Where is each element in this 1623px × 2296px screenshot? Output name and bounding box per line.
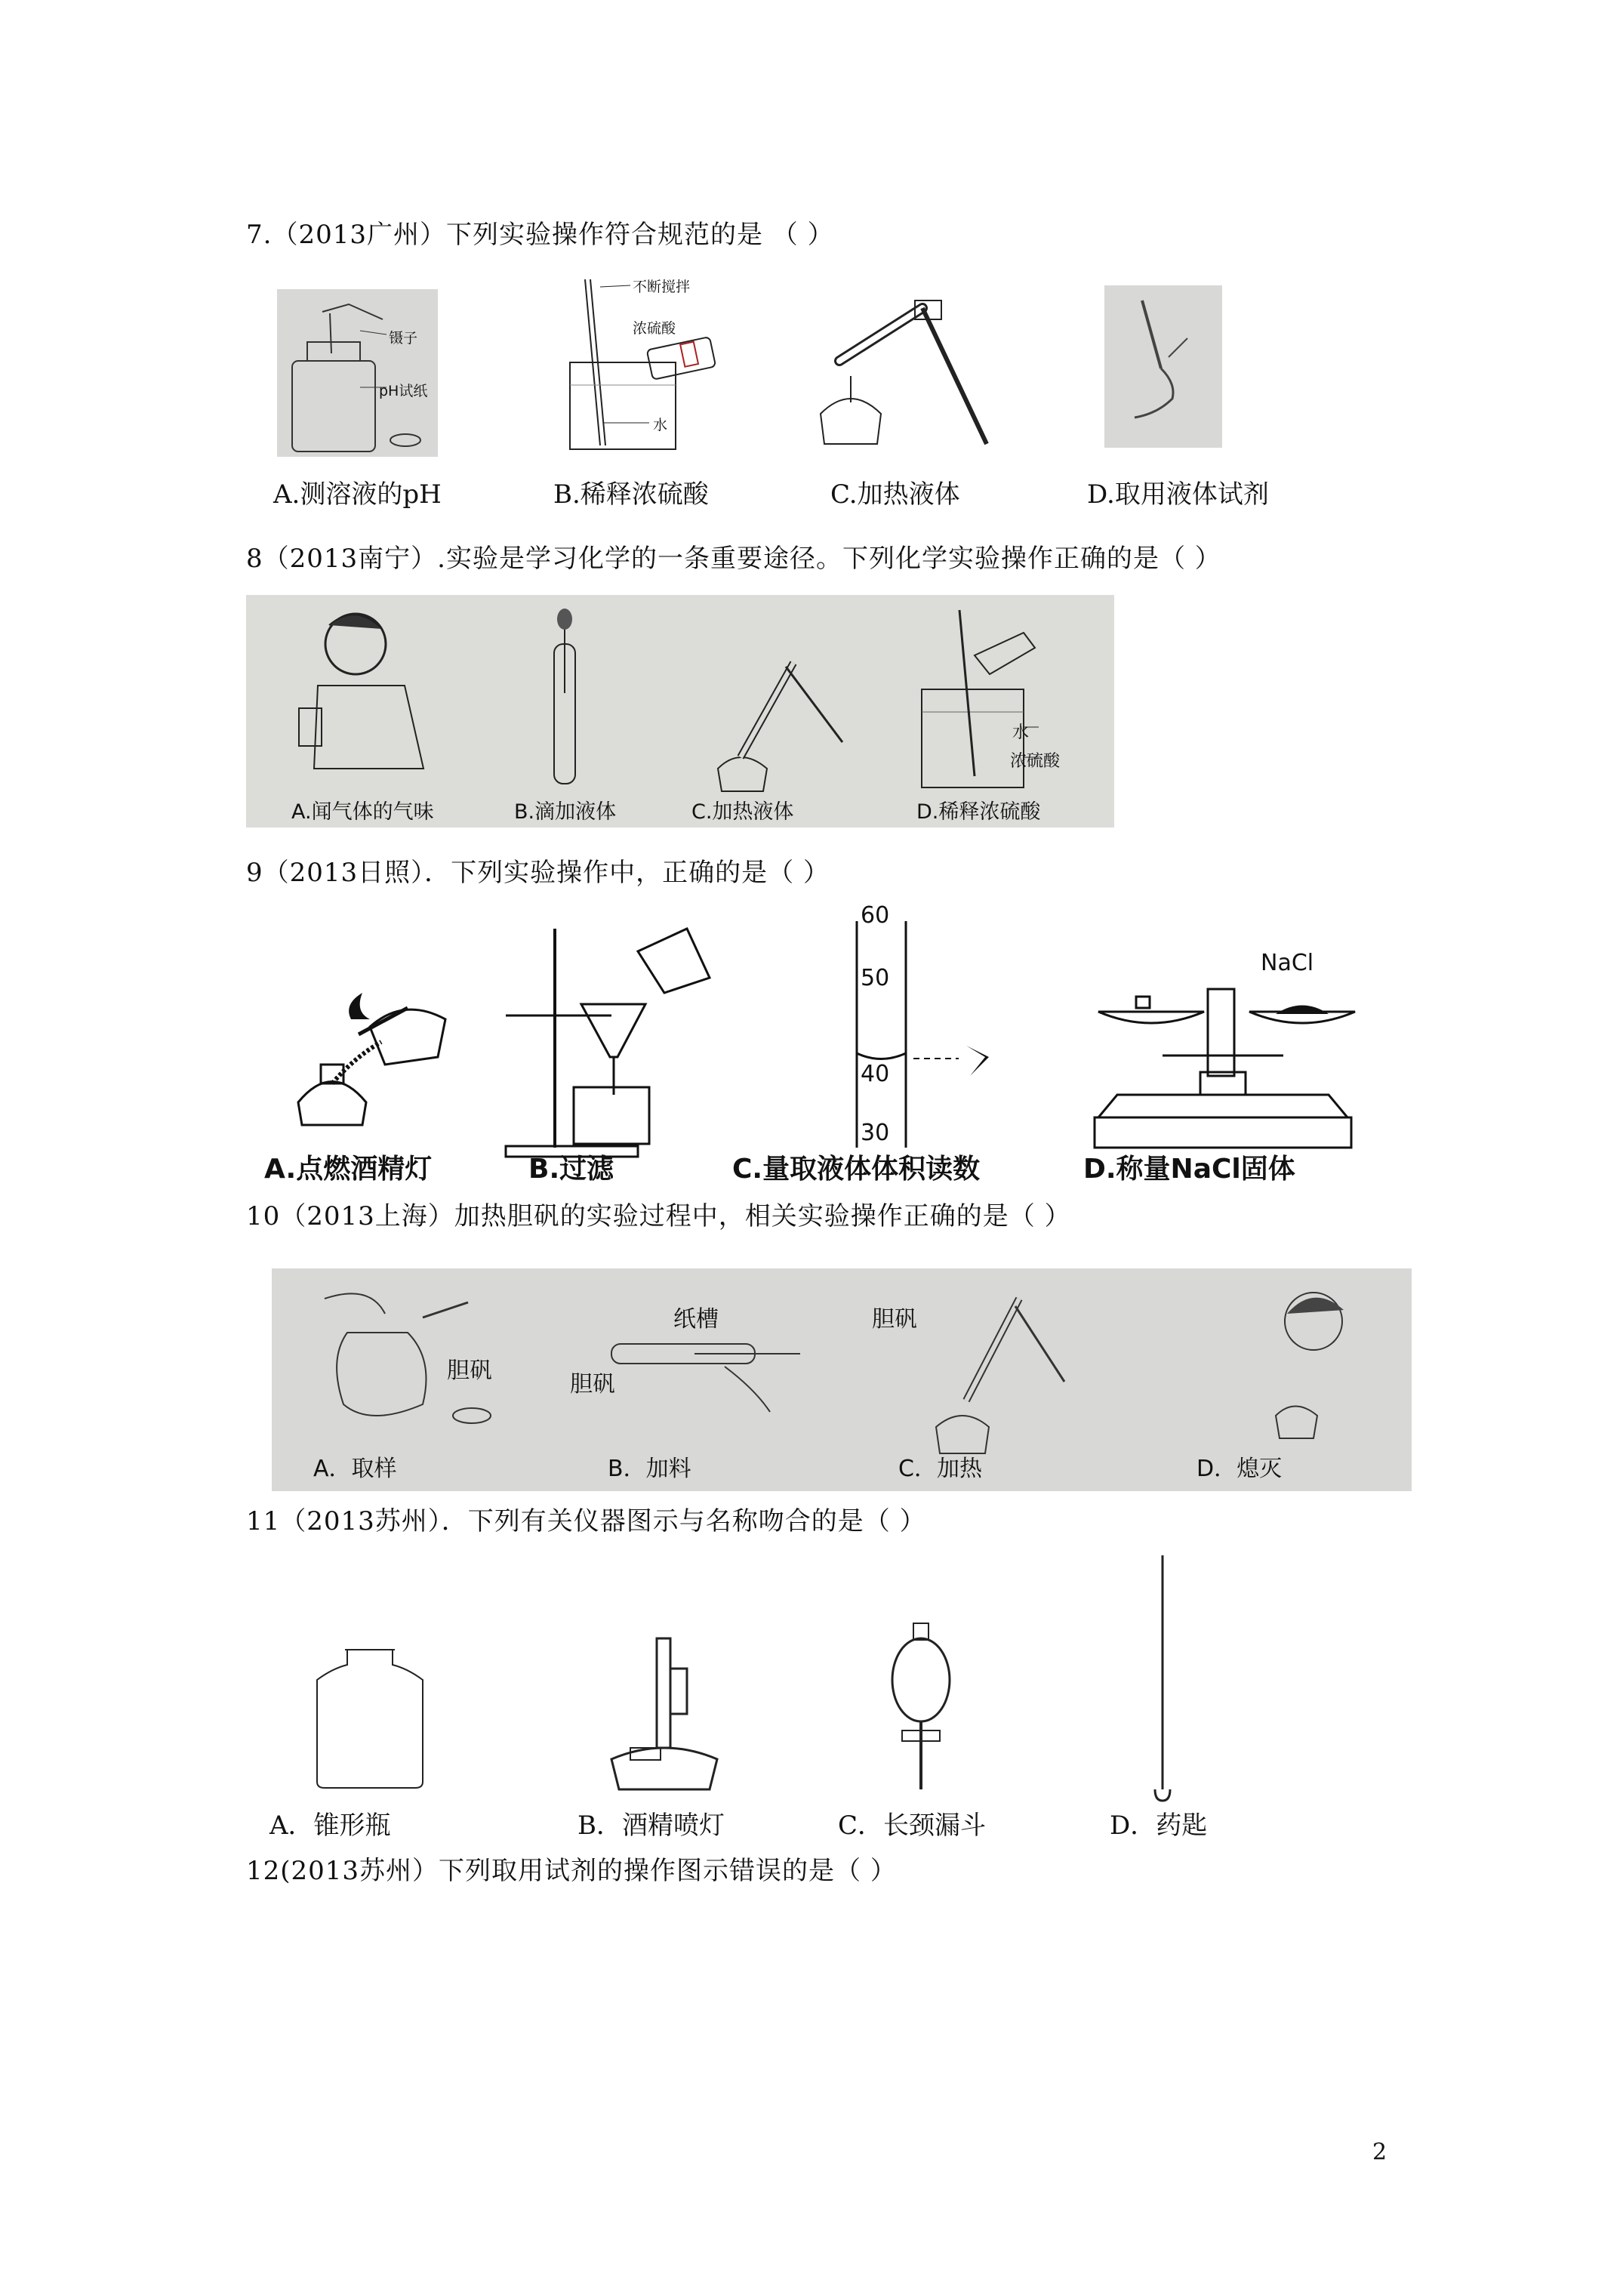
q9-tick-50: 50 <box>861 965 890 991</box>
q10-label-bluevitriol-a: 胆矾 <box>447 1358 492 1384</box>
q10-option-a: A．取样 <box>313 1456 397 1482</box>
q11-figure-strip <box>257 1548 1238 1789</box>
q9-option-c: C.量取液体体积读数 <box>732 1154 981 1185</box>
q9-tick-40: 40 <box>861 1061 890 1087</box>
q7-dilution-illustration <box>559 272 740 461</box>
q10-label-bluevitriol-b: 胆矾 <box>570 1371 615 1398</box>
q7-label-water: 水 <box>653 417 668 433</box>
q9-label-nacl: NaCl <box>1261 950 1314 976</box>
q8-figure-strip <box>246 595 1114 827</box>
q7-figure-c <box>809 293 1006 451</box>
q11-illustration <box>257 1548 1238 1789</box>
q11-option-d: D．药匙 <box>1110 1811 1208 1841</box>
q10-label-bluevitriol-c: 胆矾 <box>872 1306 917 1333</box>
q7-label-stir: 不断搅拌 <box>633 279 691 295</box>
q7-heating-illustration <box>809 293 1006 451</box>
q7-option-c: C.加热液体 <box>830 479 960 510</box>
q9-option-a: A.点燃酒精灯 <box>264 1154 433 1185</box>
question-11-stem: 11（2013苏州）．下列有关仪器图示与名称吻合的是（ ） <box>246 1506 926 1536</box>
q8-option-a: A.闻气体的气味 <box>291 800 434 824</box>
question-7-stem: 7.（2013广州）下列实验操作符合规范的是 （ ） <box>246 220 834 250</box>
q7-label-ph-paper: pH试纸 <box>379 383 428 399</box>
q7-label-acid: 浓硫酸 <box>633 320 676 337</box>
q9-tick-30: 30 <box>861 1120 890 1146</box>
q8-option-d: D.稀释浓硫酸 <box>916 800 1041 824</box>
q7-option-a: A.测溶液的pH <box>273 479 442 510</box>
q7-dropper-illustration <box>1104 285 1222 448</box>
q7-option-d: D.取用液体试剂 <box>1087 479 1269 510</box>
q11-option-c: C．长颈漏斗 <box>838 1811 987 1841</box>
q10-option-b: B．加料 <box>608 1456 691 1482</box>
q7-label-tweezers: 镊子 <box>389 330 418 347</box>
q8-label-water: 水 <box>1012 723 1030 742</box>
q10-figure-strip <box>272 1268 1412 1491</box>
q8-option-b: B.滴加液体 <box>514 800 617 824</box>
page-number: 2 <box>1372 2139 1387 2165</box>
q10-option-d: D．熄灭 <box>1196 1456 1283 1482</box>
q7-figure-d <box>1104 285 1222 448</box>
q8-label-acid: 浓硫酸 <box>1010 752 1061 771</box>
q9-figure-strip <box>257 902 1374 1178</box>
question-10-stem: 10（2013上海）加热胆矾的实验过程中，相关实验操作正确的是（ ） <box>246 1201 1071 1231</box>
q8-illustration <box>246 595 1114 827</box>
q10-label-paper-trough: 纸槽 <box>673 1306 719 1333</box>
question-8-stem: 8（2013南宁）.实验是学习化学的一条重要途径。下列化学实验操作正确的是（ ） <box>246 544 1221 574</box>
q9-balance-illustration <box>257 906 1374 1178</box>
q11-option-b: B．酒精喷灯 <box>577 1811 725 1841</box>
q9-tick-60: 60 <box>861 902 890 929</box>
q7-figure-b <box>559 272 740 461</box>
q7-ph-test-illustration <box>277 289 438 457</box>
q7-figure-a <box>277 289 438 457</box>
q7-option-b: B.稀释浓硫酸 <box>553 479 709 510</box>
q9-option-b: B.过滤 <box>528 1154 614 1185</box>
question-12-stem: 12(2013苏州）下列取用试剂的操作图示错误的是（ ） <box>246 1856 897 1886</box>
question-9-stem: 9（2013日照）．下列实验操作中，正确的是（ ） <box>246 858 830 888</box>
q8-option-c: C.加热液体 <box>691 800 794 824</box>
q9-option-d: D.称量NaCl固体 <box>1083 1154 1295 1185</box>
q11-option-a: A．锥形瓶 <box>269 1811 391 1841</box>
q10-option-c: C．加热 <box>898 1456 982 1482</box>
